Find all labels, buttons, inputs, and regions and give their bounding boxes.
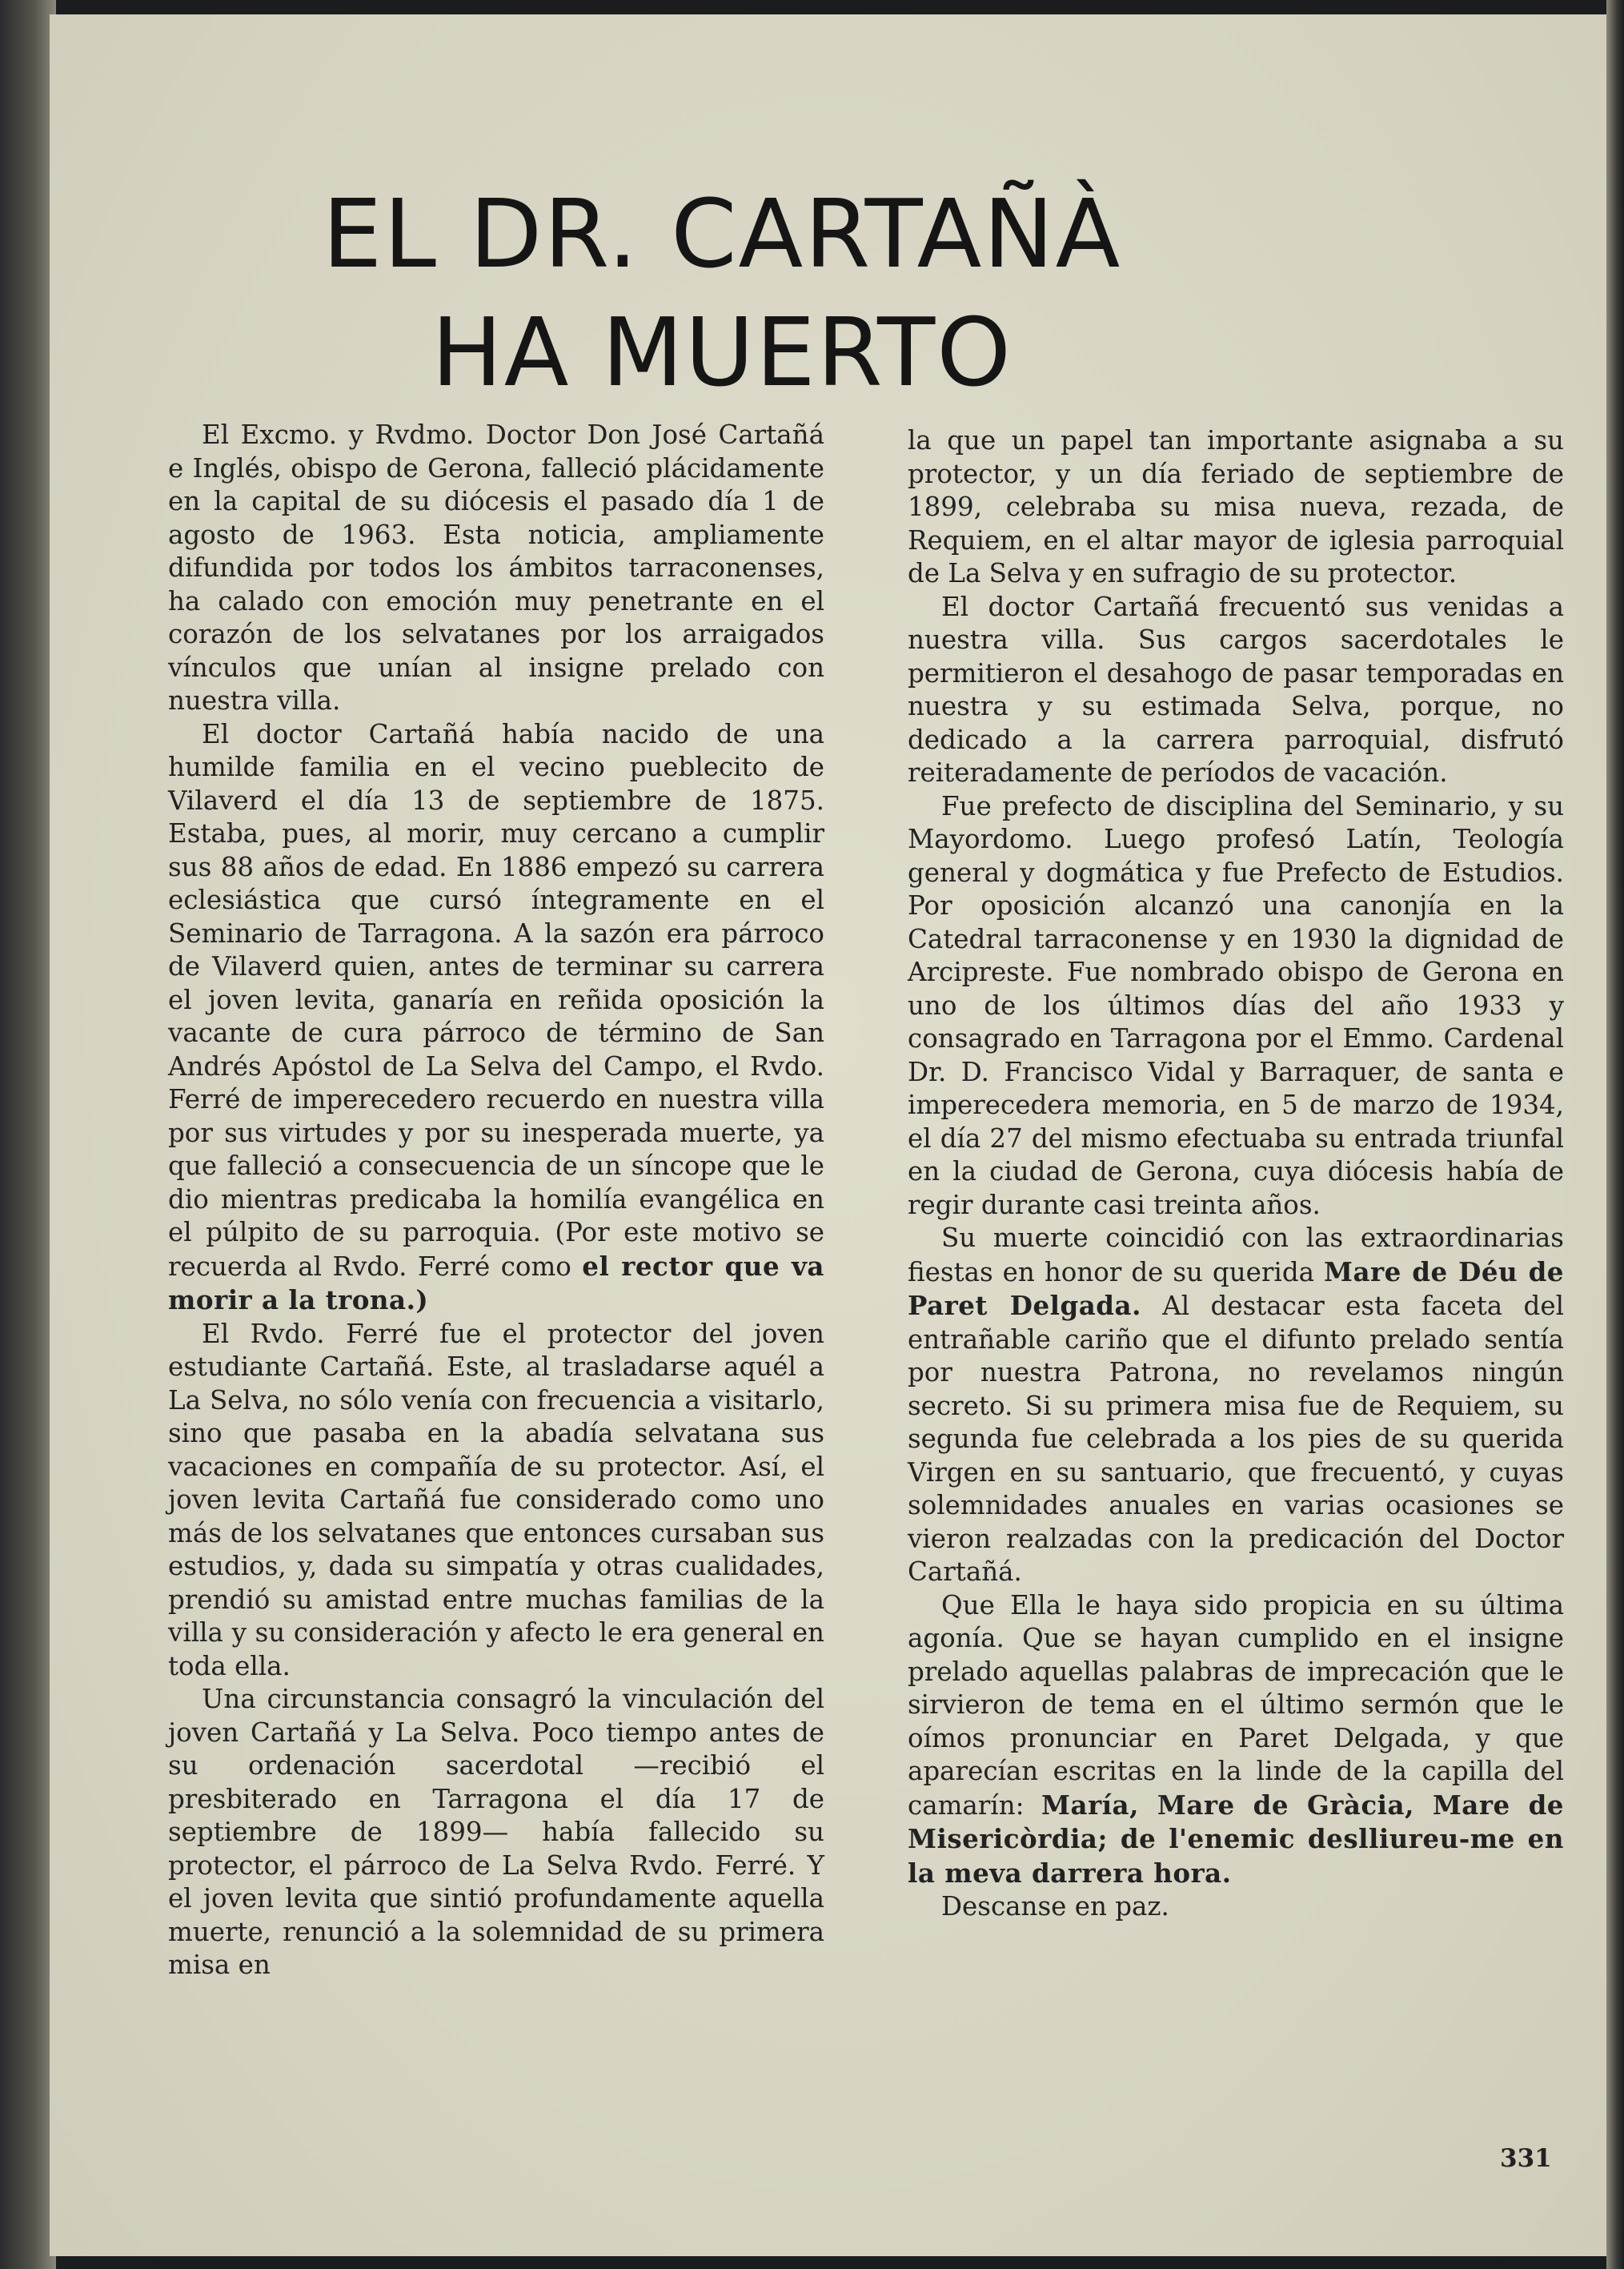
title-line-2: HA MUERTO — [431, 297, 1013, 408]
paragraph-text: Al destacar esta faceta del entrañable cariño que el difunto prelado sentía por nuestra Patrona, no revelamos ningún secreto. Si su primera misa fue de Requiem, su segunda fue celebrada a los pies de su querida Virgen en su santuario, que frecuentó, y cuyas solemnidades anuales en varias ocasiones se vieron realzadas con la predicación del Doctor Cartañá. — [908, 1291, 1564, 1587]
paragraph-text: El doctor Cartañá había nacido de una humilde familia en el vecino pueblecito de Vilaverd el día 13 de septiembre de 1875. Estaba, pues, al morir, muy cercano a cumplir sus 88 años de edad. En 1886 empezó su carrera eclesiástica que cursó íntegramente en el Seminario de Tarragona. A la sazón era párroco de Vilaverd quien, antes de terminar su carrera el joven levita, ganaría en reñida oposición la vacante de cura párroco de término de San Andrés Apóstol de La Selva del Campo, el Rvdo. Ferré de imperecedero recuerdo en nuestra villa por sus virtudes y por su inesperada muerte, ya que falleció a consecuencia de un síncope que le dio mientras predicaba la homilía evangélica en el púlpito de su parroquia. (Por este motivo se recuerda al Rvdo. Ferré como — [168, 718, 824, 1282]
magazine-page — [50, 14, 1612, 2256]
paragraph: El doctor Cartañá frecuentó sus venidas a nuestra villa. Sus cargos sacerdotales le permitieron el desahogo de pasar temporadas en nuestra y su estimada Selva, porque, no dedicado a la carrera parroquial, disfrutó reiteradamente de períodos de vacación. — [908, 591, 1564, 788]
page-number: 331 — [1500, 2144, 1552, 2173]
binding-edge — [0, 0, 56, 2269]
paragraph: Descanse en paz. — [941, 1891, 1169, 1922]
bold-phrase: Mare de Déu de Paret Delgada. — [908, 1255, 1564, 1321]
paragraph: Una circunstancia consagró la vinculación del joven Cartañá y La Selva. Poco tiempo antes de su ordenación sacerdotal —recibió el presbiterado en Tarragona el día 17 de septiembre de 1899— había fallecido su protector, el párroco de La Selva Rvdo. Ferré. Y el joven levita que sintió profundamente aquella muerte, renunció a la solemnidad de su primera misa en — [168, 1684, 824, 1980]
paragraph: Fue prefecto de disciplina del Seminario, y su Mayordomo. Luego profesó Latín, Teología general y dogmática y fue Prefecto de Estudios. Por oposición alcanzó una canonjía en la Catedral tarraconense y en 1930 la dignidad de Arcipreste. Fue nombrado obispo de Gerona en uno de los últimos días del año 1933 y consagrado en Tarragona por el Emmo. Cardenal Dr. D. Francisco Vidal y Barraquer, de santa e imperecedera memoria, en 5 de marzo de 1934, el día 27 del mismo efectuaba su entrada triunfal en la ciudad de Gerona, cuya diócesis había de regir durante casi treinta años. — [908, 790, 1564, 1220]
bold-phrase: el rector que va morir a la trona.) — [168, 1250, 824, 1315]
paragraph-text: Su muerte coincidió con las extraordinarias fiestas en honor de su querida — [908, 1223, 1564, 1287]
paragraph: la que un papel tan importante asignaba a su protector, y un día feriado de septiembre de 1899, celebraba su misa nueva, rezada, de Requiem, en el altar mayor de iglesia parroquial de La Selva y en sufragio de su protector. — [908, 425, 1564, 588]
left-column — [168, 419, 824, 1982]
paragraph-text: Que Ella le haya sido propicia en su última agonía. Que se hayan cumplido en el insigne prelado aquellas palabras de imprecación que le sirvieron de tema en el último sermón que le oímos pronunciar en Paret Delgada, y que aparecían escritas en la linde de la capilla del camarín: — [908, 1589, 1564, 1821]
paragraph — [908, 1589, 1564, 1891]
bold-quote: María, Mare de Gràcia, Mare de Misericòrdia; de l'enemic deslliureu-me en la meva darrera hora. — [908, 1789, 1564, 1889]
paragraph — [168, 718, 824, 1318]
right-column — [908, 424, 1564, 1924]
paragraph: El Rvdo. Ferré fue el protector del joven estudiante Cartañá. Este, al trasladarse aquél a La Selva, no sólo venía con frecuencia a visitarlo, sino que pasaba en la abadía selvatana sus vacaciones en compañía de su protector. Así, el joven levita Cartañá fue considerado como uno más de los selvatanes que entonces cursaban sus estudios, y, dada su simpatía y otras cualidades, prendió su amistad entre muchas familias de la villa y su consideración y afecto le era general en toda ella. — [168, 1318, 824, 1681]
article-title — [322, 175, 1122, 412]
page-right-edge — [1606, 0, 1624, 2269]
title-line-1: EL DR. CARTAÑÀ — [322, 179, 1122, 289]
paragraph — [908, 1222, 1564, 1589]
paragraph: El Excmo. y Rvdmo. Doctor Don José Cartañá e Inglés, obispo de Gerona, falleció plácidamente en la capital de su diócesis el pasado día 1 de agosto de 1963. Esta noticia, ampliamente difundida por todos los ámbitos tarraconenses, ha calado con emoción muy penetrante en el corazón de los selvatanes por los arraigados vínculos que unían al insigne prelado con nuestra villa. — [168, 420, 824, 716]
